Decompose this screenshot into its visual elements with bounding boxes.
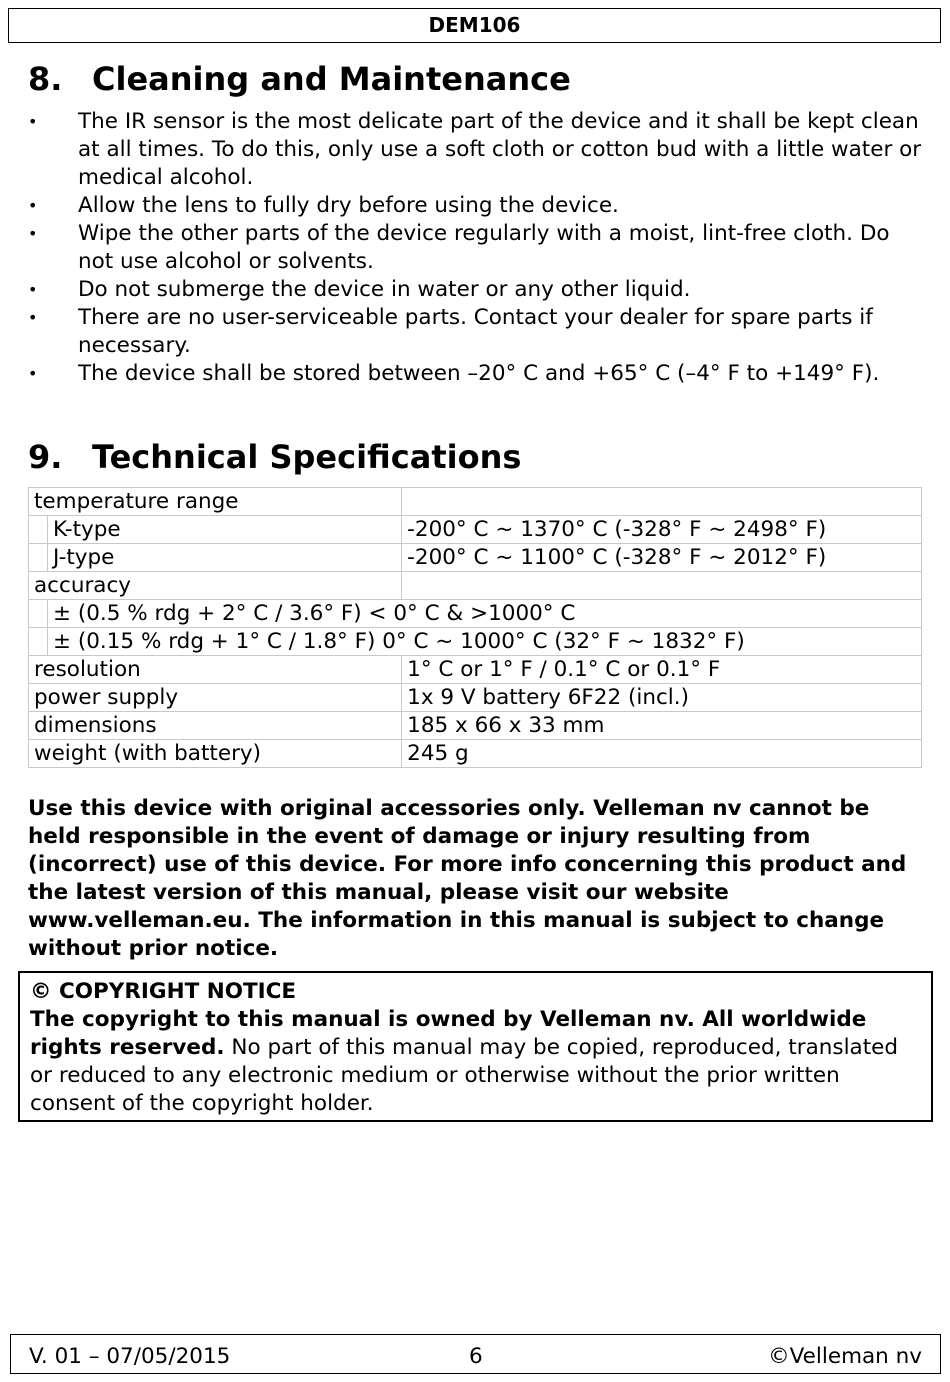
copyright-normal-text: No part of this manual may be copied, reproduced, translated or reduced to any electronic medium or otherwise without the prior written consent of the copyright holder.	[30, 1035, 899, 1116]
list-item: • Wipe the other parts of the device regularly with a moist, lint-free cloth. Do not use alcohol or solvents.	[28, 220, 923, 276]
table-row	[29, 740, 922, 768]
section-8-heading	[28, 60, 571, 98]
section-9-number: 9.	[28, 438, 63, 476]
spec-value: 245 g	[402, 740, 922, 768]
spec-value: ± (0.5 % rdg + 2° C / 3.6° F) < 0° C & >1000° C	[48, 600, 922, 628]
maintenance-list	[28, 108, 923, 388]
spec-value	[402, 572, 922, 600]
spec-value: ± (0.15 % rdg + 1° C / 1.8° F) 0° C ~ 1000° C (32° F ~ 1832° F)	[48, 628, 922, 656]
indent-cell	[29, 600, 48, 628]
indent-cell	[29, 516, 48, 544]
list-item: • The device shall be stored between –20° C and +65° C (–4° F to +149° F).	[28, 360, 923, 388]
section-9-title: Technical Specifications	[92, 438, 522, 476]
list-item: • Allow the lens to fully dry before using the device.	[28, 192, 923, 220]
table-row	[29, 600, 922, 628]
list-item: • Do not submerge the device in water or any other liquid.	[28, 276, 923, 304]
table-row	[29, 628, 922, 656]
spec-value: 185 x 66 x 33 mm	[402, 712, 922, 740]
document-header	[8, 8, 941, 43]
spec-label: temperature range	[29, 488, 402, 516]
section-8-title: Cleaning and Maintenance	[92, 60, 571, 98]
footer-owner: ©Velleman nv	[768, 1344, 922, 1369]
spec-label: power supply	[29, 684, 402, 712]
disclaimer-text: Use this device with original accessories only. Velleman nv cannot be held responsible in the event of damage or injury resulting from (incorrect) use of this device. For more info concerning this product and the latest version of this manual, please visit our website www.velleman.eu. The information in this manual is subject to change without prior notice.	[28, 796, 907, 961]
table-row	[29, 516, 922, 544]
spec-label: dimensions	[29, 712, 402, 740]
section-8-number: 8.	[28, 60, 63, 98]
page-footer	[10, 1334, 941, 1374]
specifications-table	[28, 487, 922, 768]
spec-label: J-type	[48, 544, 402, 572]
copyright-notice	[18, 971, 933, 1122]
table-row	[29, 572, 922, 600]
spec-value: 1° C or 1° F / 0.1° C or 0.1° F	[402, 656, 922, 684]
indent-cell	[29, 544, 48, 572]
copyright-bold-text: The copyright to this manual is owned by Velleman nv. All worldwide rights reserved.	[30, 1007, 867, 1060]
footer-version: V. 01 – 07/05/2015	[29, 1344, 231, 1369]
spec-value: -200° C ~ 1370° C (-328° F ~ 2498° F)	[402, 516, 922, 544]
copyright-body	[30, 1006, 921, 1118]
section-9-heading	[28, 438, 521, 476]
spec-value	[402, 488, 922, 516]
table-row	[29, 488, 922, 516]
table-row	[29, 544, 922, 572]
table-row	[29, 712, 922, 740]
spec-label: resolution	[29, 656, 402, 684]
list-item: • The IR sensor is the most delicate part of the device and it shall be kept clean at all times. To do this, only use a soft cloth or cotton bud with a little water or medical alcohol.	[28, 108, 923, 192]
footer-page-number: 6	[469, 1344, 483, 1369]
spec-label: accuracy	[29, 572, 402, 600]
spec-label: K-type	[48, 516, 402, 544]
document-title: DEM106	[428, 13, 521, 37]
copyright-heading: © COPYRIGHT NOTICE	[30, 979, 297, 1004]
spec-value: -200° C ~ 1100° C (-328° F ~ 2012° F)	[402, 544, 922, 572]
list-item: • There are no user-serviceable parts. Contact your dealer for spare parts if necessary.	[28, 304, 923, 360]
table-row	[29, 684, 922, 712]
spec-label: weight (with battery)	[29, 740, 402, 768]
indent-cell	[29, 628, 48, 656]
table-row	[29, 656, 922, 684]
spec-value: 1x 9 V battery 6F22 (incl.)	[402, 684, 922, 712]
